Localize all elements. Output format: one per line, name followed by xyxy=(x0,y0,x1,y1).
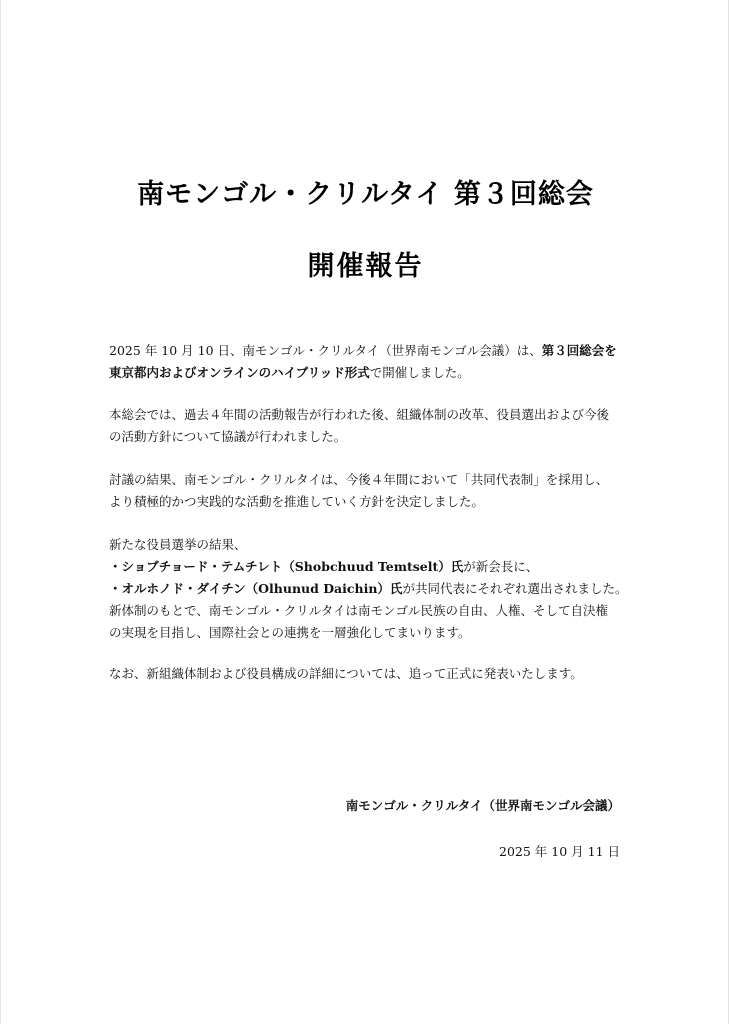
paragraph-line: の実現を目指し、国際社会との連携を一層強化してまいります。 xyxy=(109,625,471,640)
document-subtitle: 開催報告 xyxy=(307,251,424,282)
paragraph-line: 討議の結果、南モンゴル・クリルタイは、今後４年間において「共同代表制」を採用し、 xyxy=(109,472,609,487)
bold-text-span: 第３回総会を xyxy=(541,343,617,358)
signature-organization: 南モンゴル・クリルタイ（世界南モンゴル会議） xyxy=(345,798,620,813)
paragraph-line: 新体制のもとで、南モンゴル・クリルタイは南モンゴル民族の自由、人権、そして自決権 xyxy=(109,603,609,618)
paragraph-election xyxy=(109,534,629,644)
paragraph-line: なお、新組織体制および役員構成の詳細については、追って正式に発表いたします。 xyxy=(109,666,583,681)
paragraph-decision xyxy=(109,469,629,513)
paragraph-line: より積極的かつ実践的な活動を推進していく方針を決定しました。 xyxy=(109,494,485,509)
paragraph-line xyxy=(109,340,629,362)
text-span: 2025 年 10 月 10 日、南モンゴル・クリルタイ（世界南モンゴル会議）は、 xyxy=(109,343,542,358)
signature-date: 2025 年 10 月 11 日 xyxy=(499,844,620,859)
bold-text-span: 東京都内およびオンラインのハイブリッド形式 xyxy=(109,365,370,380)
paragraph-announcement xyxy=(109,340,629,384)
paragraph-notice xyxy=(109,663,629,685)
paragraph-line: 本総会では、過去４年間の活動報告が行われた後、組織体制の改革、役員選出および今後 xyxy=(109,407,610,422)
paragraph-line: 新たな役員選挙の結果、 xyxy=(109,537,247,552)
text-span: で開催しました。 xyxy=(369,365,470,380)
text-span: が新会長に、 xyxy=(463,559,539,574)
document-title: 南モンゴル・クリルタイ 第３回総会 xyxy=(137,179,594,210)
paragraph-line xyxy=(109,362,629,384)
bold-text-span: ・ショブチョード・テムチレト（Shobchuud Temtselt）氏 xyxy=(109,559,464,574)
paragraph-line xyxy=(109,556,629,578)
bold-text-span: ・オルホノド・ダイチン（Olhunud Daichin）氏 xyxy=(109,581,403,596)
paragraph-agenda xyxy=(109,404,629,448)
paragraph-line: の活動方針について協議が行われました。 xyxy=(109,429,347,444)
paragraph-line xyxy=(109,578,629,600)
text-span: が共同代表にそれぞれ選出されました。 xyxy=(402,581,628,596)
